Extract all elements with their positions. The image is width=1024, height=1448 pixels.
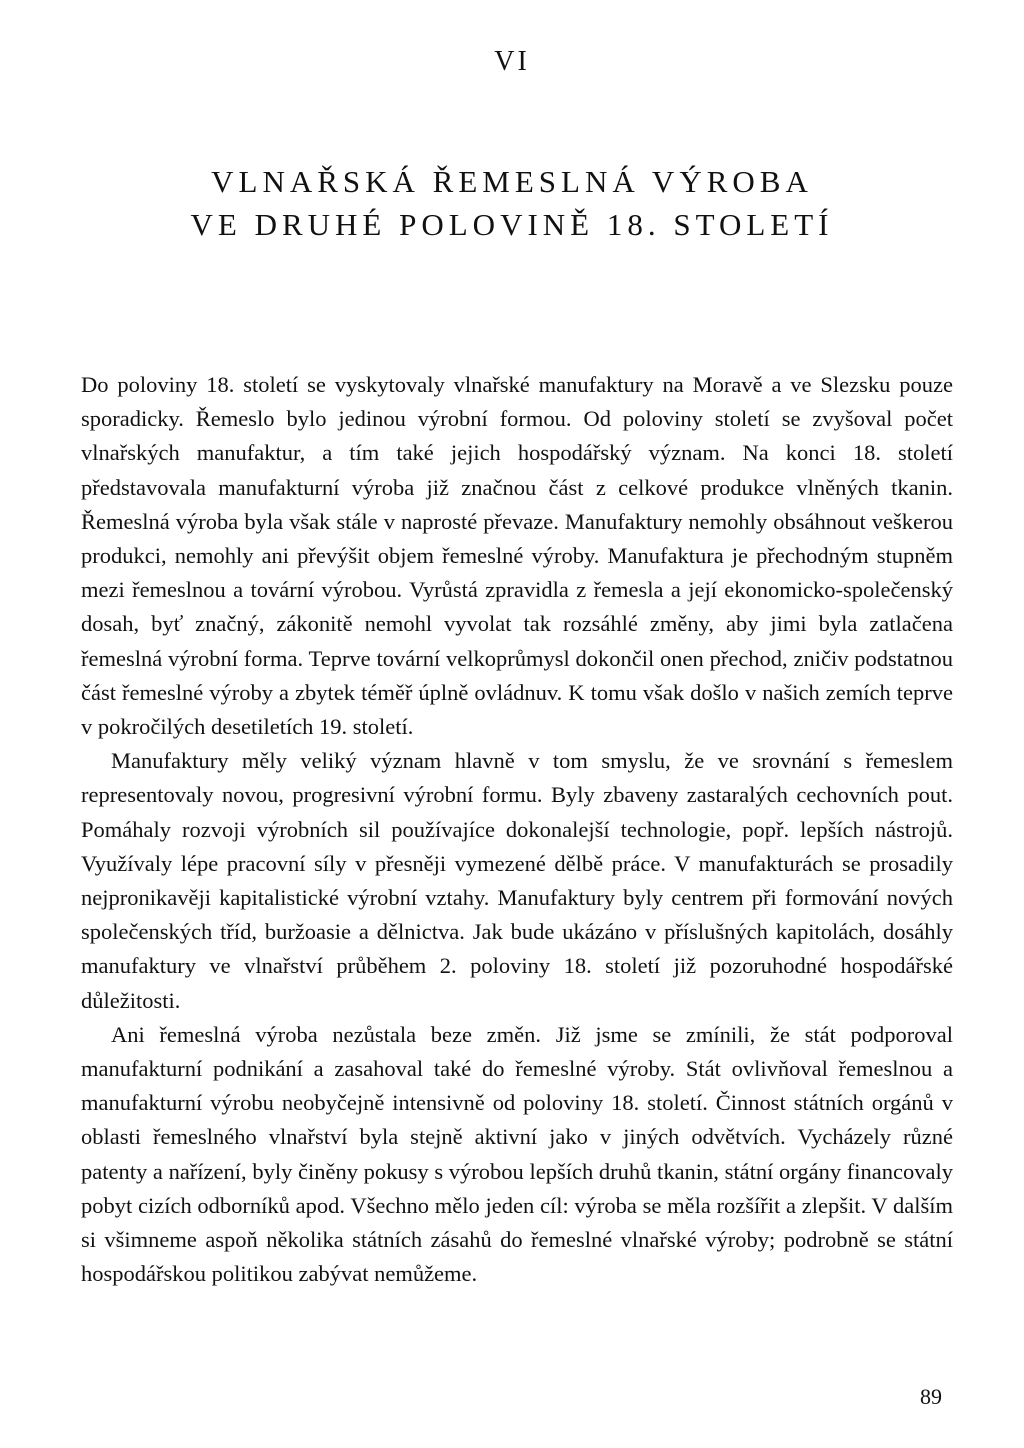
body-text [81,368,953,1291]
paragraph-2: Manufaktury měly veliký význam hlavně v tom smyslu, že ve srovnání s řemeslem representovaly novou, progresivní výrobní formu. Byly zbaveny zastaralých cechovních pout. Pomáhaly rozvoji výrobních sil používajíce dokonalejší technologie, popř. lepších nástrojů. Využívaly lépe pracovní síly v přesněji vymezené dělbě práce. V manufakturách se prosadily nejpronikavěji kapitalistické výrobní vztahy. Manufaktury byly centrem při formování nových společenských tříd, buržoasie a dělnictva. Jak bude ukázáno v příslušných kapitolách, dosáhly manufaktury ve vlnařství průběhem 2. poloviny 18. století již pozoruhodné hospodářské důležitosti. [81,748,953,1013]
chapter-title-line-1: VLNAŘSKÁ ŘEMESLNÁ VÝROBA [211,164,813,199]
paragraph-1: Do poloviny 18. století se vyskytovaly vlnařské manufaktury na Moravě a ve Slezsku pouze sporadicky. Řemeslo bylo jedinou výrobní formou. Od poloviny století se zvyšoval počet vlnařských manufaktur, a tím také jejich hospodářský význam. Na konci 18. století představovala manufakturní výroba již značnou část z celkové produkce vlněných tkanin. Řemeslná výroba byla však stále v naprosté převaze. Manufaktury nemohly obsáhnout veškerou produkci, nemohly ani převýšit objem řemeslné výroby. Manufaktura je přechodným stupněm mezi řemeslnou a tovární výrobou. Vyrůstá zpravidla z řemesla a její ekonomicko-společenský dosah, byť značný, zákonitě nemohl vyvolat tak rozsáhlé změny, aby jimi byla zatlačena řemeslná výrobní forma. Teprve tovární velkoprůmysl dokončil onen přechod, zničiv podstatnou část řemeslné výroby a zbytek téměř úplně ovládnuv. K tomu však došlo v našich zemích teprve v pokročilých desetiletích 19. století. [81,372,953,740]
chapter-title [0,160,1024,246]
paragraph-3: Ani řemeslná výroba nezůstala beze změn. Již jsme se zmínili, že stát podporoval manufakturní podnikání a zasahoval také do řemeslné výroby. Stát ovlivňoval řemeslnou a manufakturní výrobu neobyčejně intensivně od poloviny 18. století. Činnost státních orgánů v oblasti řemeslného vlnařství byla stejně aktivní jako v jiných odvětvích. Vycházely různé patenty a nařízení, byly činěny pokusy s výrobou lepších druhů tkanin, státní orgány financovaly pobyt cizích odborníků apod. Všechno mělo jeden cíl: výroba se měla rozšířit a zlepšit. V dalším si všimneme aspoň několika státních zásahů do řemeslné vlnařské výroby; podrobně se státní hospodářskou politikou zabývat nemůžeme. [81,1021,953,1287]
chapter-number: VI [494,46,530,77]
chapter-title-line-2: VE DRUHÉ POLOVINĚ 18. STOLETÍ [190,207,834,242]
page-number: 89 [920,1384,942,1409]
